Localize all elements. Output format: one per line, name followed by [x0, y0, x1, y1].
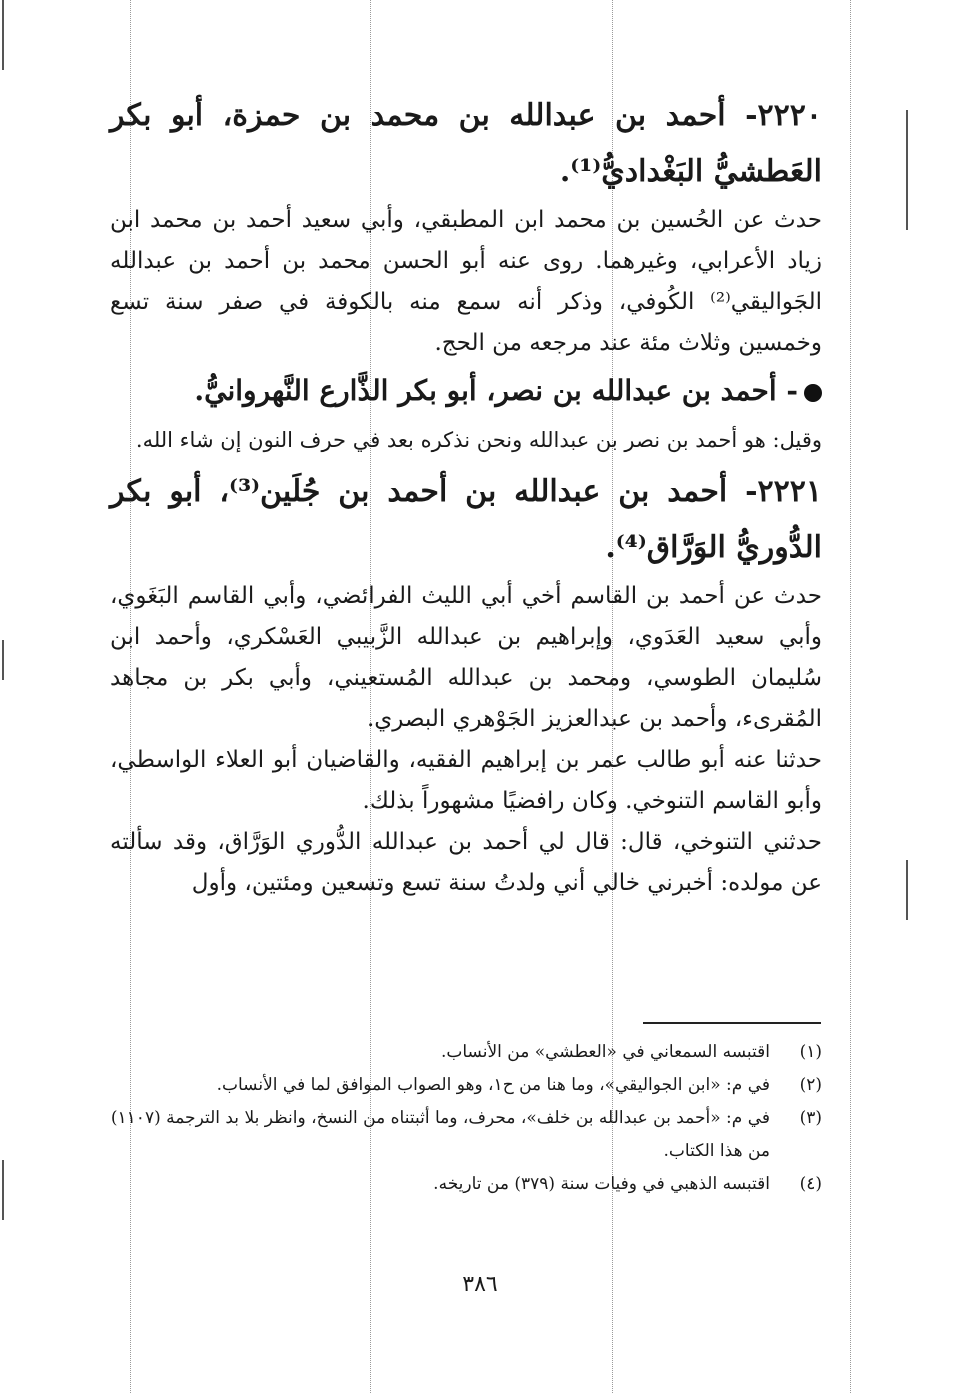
footnote-number: (١) — [799, 1042, 822, 1062]
cross-reference-note: وقيل: هو أحمد بن نصر بن عبدالله ونحن نذكره بعد في حرف النون إن شاء الله. — [135, 428, 822, 452]
bullet-icon — [804, 384, 822, 402]
footnote-text: في م: «ابن الجواليقي»، وما هنا من ح١، وهو الصواب الموافق لما في الأنساب. — [216, 1075, 770, 1095]
entry-paragraph: حدثني التنوخي، قال: قال لي أحمد بن عبدالله الدُّوري الوَرَّاق، وقد سألته عن مولده: أخبرني خالي أني ولدتُ سنة تسع وتسعين ومئتين، وأول — [110, 829, 822, 896]
footnote-item — [110, 1168, 822, 1201]
footnote-text: اقتبسه السمعاني في «العطشي» من الأنساب. — [440, 1042, 770, 1062]
footnote-item — [110, 1036, 822, 1069]
cross-reference-heading — [110, 366, 822, 416]
entry-heading-2220: ٢٢٢٠- أحمد بن عبدالله بن محمد بن حمزة، أبو بكر العَطشيُّ البَغْداديُّ⁽¹⁾. — [110, 98, 822, 189]
page-number: ٣٨٦ — [462, 1272, 498, 1297]
cross-reference-title: - أحمد بن عبدالله بن نصر، أبو بكر الذَّارع النَّهروانيُّ. — [194, 374, 798, 407]
scan-edge-mark-right-lower — [906, 860, 908, 920]
footnote-item — [110, 1069, 822, 1102]
footnote-separator — [643, 1022, 821, 1024]
footnote-text: اقتبسه الذهبي في وفيات سنة (٣٧٩) من تاريخه. — [433, 1174, 770, 1194]
footnote-number: (٢) — [799, 1075, 822, 1095]
dotted-guide-4 — [850, 0, 852, 1393]
entry-paragraph: حدث عن أحمد بن القاسم أخي أبي الليث الفرائضي، وأبي القاسم البَغَوي، وأبي سعيد العَدَوي، وإبراهيم بن عبدالله الزَّبيبي العَسْكري، وأحمد ابن سُليمان الطوسي، ومحمد بن عبدالله المُستعيني، وأبي بكر بن مجاهد المُقرىء، وأحمد بن عبدالعزيز الجَوْهري البصري. — [110, 583, 822, 732]
page-body — [110, 88, 822, 904]
scan-edge-mark-middle — [2, 640, 4, 680]
entry-heading-2221: ٢٢٢١- أحمد بن عبدالله بن أحمد بن جُلَين⁽³⁾، أبو بكر الدُّوريُّ الوَرَّاق⁽⁴⁾. — [110, 474, 822, 565]
footnote-number: (٣) — [799, 1108, 822, 1128]
footnote-item — [110, 1102, 822, 1168]
footnote-text: في م: «أحمد بن عبدالله بن خلف»، محرف، وما أثبتناه من النسخ، وانظر بلا بد الترجمة (١١٠٧) من هذا الكتاب. — [110, 1108, 770, 1161]
scan-edge-mark-right — [906, 110, 908, 230]
entry-paragraph: حدث عن الحُسين بن محمد ابن المطبقي، وأبي سعيد أحمد بن محمد ابن زياد الأعرابي، وغيرهما. روى عنه أبو الحسن محمد بن أحمد بن عبدالله الجَواليقي⁽²⁾ الكُوفي، وذكر أنه سمع منه بالكوفة في صفر سنة تسع وخمسين وثلاث مئة عند مرجعه من الحج. — [110, 207, 822, 356]
scan-edge-mark-lower — [2, 1160, 4, 1220]
footnotes — [110, 1036, 822, 1201]
entry-paragraph: حدثنا عنه أبو طالب عمر بن إبراهيم الفقيه، والقاضيان أبو العلاء الواسطي، وأبو القاسم التنوخي. وكان رافضيًا مشهوراً بذلك. — [110, 747, 822, 814]
scan-edge-mark-top — [2, 0, 4, 70]
footnote-number: (٤) — [799, 1174, 822, 1194]
